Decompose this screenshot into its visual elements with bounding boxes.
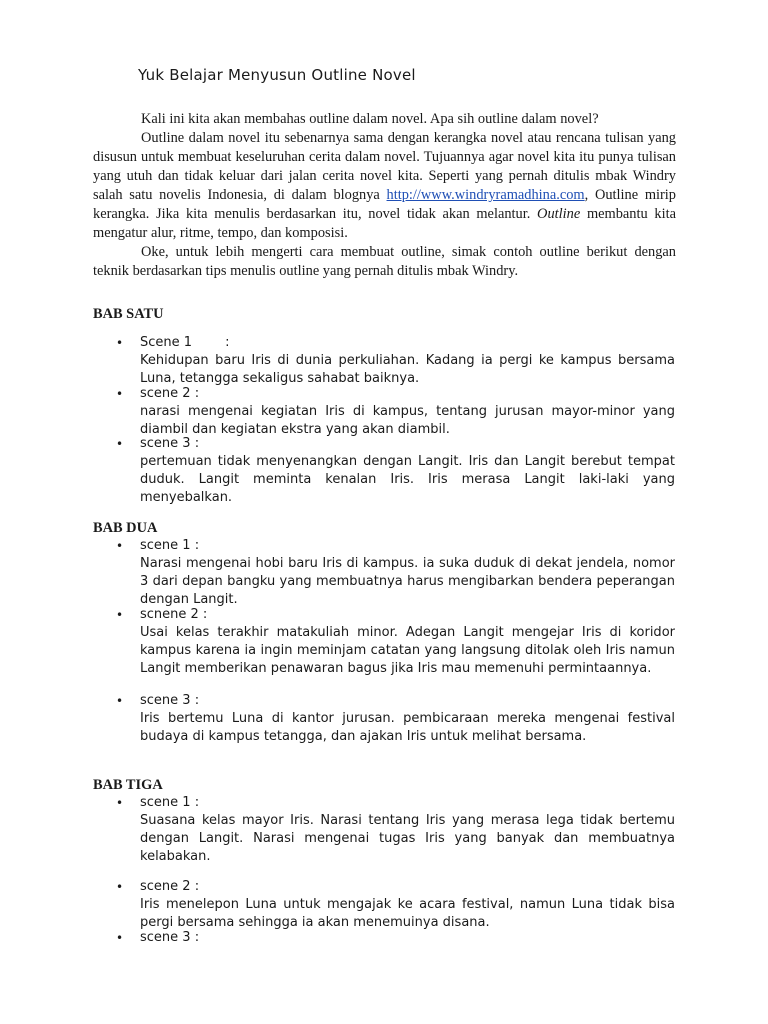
bullet-icon: • <box>116 931 124 945</box>
scene-description: Suasana kelas mayor Iris. Narasi tentang Iris yang merasa lega tidak bertemu dengan Langit. Narasi mengenai tugas Iris yang banyak dan membuatnya kelabakan. <box>140 813 675 864</box>
scene-description: Usai kelas terakhir matakuliah minor. Adegan Langit mengejar Iris di koridor kampus karena ia ingin meminjam catatan yang langsung ditolak oleh Iris namun Langit memberikan penawaran bagus jika Iris mau memenuhi permintaannya. <box>140 625 675 676</box>
bullet-icon: • <box>116 336 124 350</box>
scene-label: scene 2 : <box>140 386 200 401</box>
scene-label: scene 3 : <box>140 693 200 708</box>
scene-label: scene 2 : <box>140 879 200 894</box>
scene-description: Iris bertemu Luna di kantor jurusan. pembicaraan mereka mengenai festival budaya di kampus tetangga, dan ajakan Iris untuk melihat bersama. <box>140 711 675 744</box>
bab-dua-heading: BAB DUA <box>93 520 158 536</box>
scene-description: pertemuan tidak menyenangkan dengan Langit. Iris dan Langit berebut tempat duduk. Langit meminta kenalan Iris. Iris merasa Langit laki-laki yang menyebalkan. <box>140 454 675 505</box>
intro-paragraph-3: Oke, untuk lebih mengerti cara membuat outline, simak contoh outline berikut dengan teknik berdasarkan tips menulis outline yang pernah ditulis mbak Windry. <box>93 244 676 279</box>
bullet-icon: • <box>116 796 124 810</box>
intro-p2-after-link: , Outline mirip kerangka. Jika kita menulis berdasarkan itu, novel tidak akan melantur. <box>93 187 676 222</box>
bab-dua-scene-1 <box>116 537 675 609</box>
scene-label: scnene 2 : <box>140 607 208 622</box>
bullet-icon: • <box>116 539 124 553</box>
bullet-icon: • <box>116 608 124 622</box>
bullet-icon: • <box>116 694 124 708</box>
document-title: Yuk Belajar Menyusun Outline Novel <box>138 66 416 84</box>
bab-tiga-scene-1 <box>116 794 675 866</box>
intro-p2-italic: Outline <box>537 206 581 222</box>
scene-description: Iris menelepon Luna untuk mengajak ke acara festival, namun Luna tidak bisa pergi bersama sehingga ia akan menemuinya disana. <box>140 897 675 930</box>
scene-description: Kehidupan baru Iris di dunia perkuliahan. Kadang ia pergi ke kampus bersama Luna, tetangga sekaligus sahabat baiknya. <box>140 353 675 386</box>
bab-dua-scene-2 <box>116 606 675 678</box>
bullet-icon: • <box>116 387 124 401</box>
bab-satu-scene-1 <box>116 334 675 388</box>
blog-link[interactable]: http://www.windryramadhina.com <box>386 187 585 203</box>
scene-label: scene 1 : <box>140 538 200 553</box>
bullet-icon: • <box>116 437 124 451</box>
bab-tiga-scene-3 <box>116 929 675 947</box>
bab-tiga-heading: BAB TIGA <box>93 777 163 793</box>
bullet-icon: • <box>116 880 124 894</box>
bab-satu-scene-2 <box>116 385 675 439</box>
intro-paragraph-2 <box>93 129 676 243</box>
scene-label: scene 1 : <box>140 795 200 810</box>
intro-p2-text: Outline dalam novel itu sebenarnya sama dengan kerangka novel atau rencana tulisan yang disusun untuk membuat keseluruhan cerita dalam novel. Tujuannya agar novel kita itu punya tulisan yang utuh dan tidak keluar dari jalan cerita novel kita. Seperti yang pernah ditulis mbak Windry salah satu novelis Indonesia, di dalam blognya <box>93 130 676 203</box>
scene-label: scene 3 : <box>140 436 200 451</box>
intro-paragraph-1: Kali ini kita akan membahas outline dalam novel. Apa sih outline dalam novel? <box>141 111 599 127</box>
bab-tiga-scene-2 <box>116 878 675 932</box>
bab-dua-scene-3 <box>116 692 675 746</box>
bab-satu-heading: BAB SATU <box>93 306 164 322</box>
intro-p2-end: membantu kita mengatur alur, ritme, tempo, dan komposisi. <box>93 206 676 241</box>
intro-section <box>93 110 676 281</box>
bab-satu-scene-3 <box>116 435 675 507</box>
scene-label: Scene 1 : <box>140 335 230 350</box>
scene-description: Narasi mengenai hobi baru Iris di kampus. ia suka duduk di dekat jendela, nomor 3 dari depan bangku yang membuatnya harus mengibarkan bendera peperangan dengan Langit. <box>140 556 675 607</box>
scene-label: scene 3 : <box>140 930 200 945</box>
scene-description: narasi mengenai kegiatan Iris di kampus, tentang jurusan mayor-minor yang diambil dan kegiatan ekstra yang akan diambil. <box>140 404 675 437</box>
